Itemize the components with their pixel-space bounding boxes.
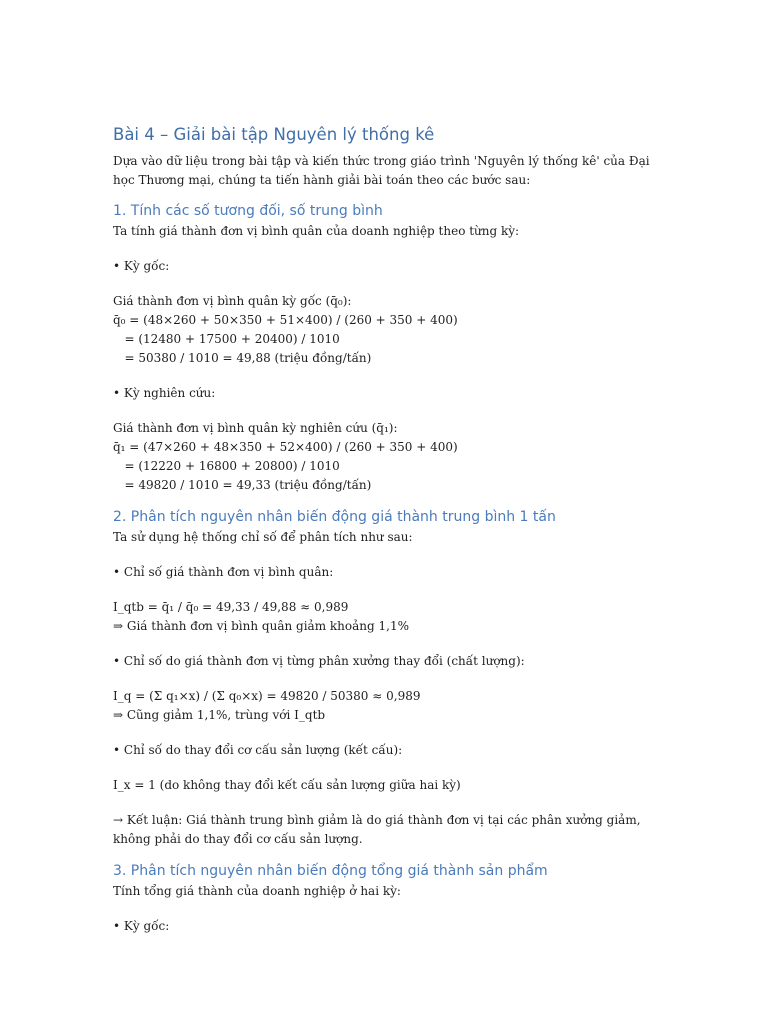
formula-line: Giá thành đơn vị bình quân kỳ gốc (q̄₀): — [113, 294, 352, 308]
formula-line: I_qtb = q̄₁ / q̄₀ = 49,33 / 49,88 ≈ 0,989 — [113, 600, 349, 614]
formula-line: q̄₁ = (47×260 + 48×350 + 52×400) / (260 + 350 + 400) — [113, 440, 458, 454]
document-body — [113, 124, 653, 936]
formula-line: I_q = (Σ q₁×x) / (Σ q₀×x) = 49820 / 50380 ≈ 0,989 — [113, 689, 421, 703]
section-3-heading: 3. Phân tích nguyên nhân biến động tổng giá thành sản phẩm — [113, 863, 548, 879]
formula-line: ⇒ Cũng giảm 1,1%, trùng với I_qtb — [113, 708, 326, 722]
formula-line: q̄₀ = (48×260 + 50×350 + 51×400) / (260 + 350 + 400) — [113, 313, 458, 327]
intro-paragraph: Dựa vào dữ liệu trong bài tập và kiến thức trong giáo trình 'Nguyên lý thống kê' của Đại học Thương mại, chúng ta tiến hành giải bài toán theo các bước sau: — [113, 154, 654, 187]
section-2-intro: Ta sử dụng hệ thống chỉ số để phân tích như sau: — [113, 530, 413, 544]
formula-line: = (12220 + 16800 + 20800) / 1010 — [113, 459, 340, 473]
section-2-item-3-label: • Chỉ số do thay đổi cơ cấu sản lượng (kết cấu): — [113, 743, 403, 757]
section-1-intro: Ta tính giá thành đơn vị bình quân của doanh nghiệp theo từng kỳ: — [113, 224, 520, 238]
section-1-heading: 1. Tính các số tương đối, số trung bình — [113, 203, 383, 219]
section-3-intro: Tính tổng giá thành của doanh nghiệp ở hai kỳ: — [113, 884, 401, 898]
page-title: Bài 4 – Giải bài tập Nguyên lý thống kê — [113, 125, 435, 144]
formula-line: ⇒ Giá thành đơn vị bình quân giảm khoảng 1,1% — [113, 619, 409, 633]
section-2-item-2-label: • Chỉ số do giá thành đơn vị từng phân xưởng thay đổi (chất lượng): — [113, 654, 525, 668]
section-2-conclusion: → Kết luận: Giá thành trung bình giảm là do giá thành đơn vị tại các phân xưởng giảm, không phải do thay đổi cơ cấu sản lượng. — [113, 813, 645, 846]
section-2-heading: 2. Phân tích nguyên nhân biến động giá thành trung bình 1 tấn — [113, 509, 556, 525]
formula-line: = 50380 / 1010 = 49,88 (triệu đồng/tấn) — [113, 351, 372, 365]
formula-line: = 49820 / 1010 = 49,33 (triệu đồng/tấn) — [113, 478, 372, 492]
formula-line: Giá thành đơn vị bình quân kỳ nghiên cứu (q̄₁): — [113, 421, 398, 435]
section-1-study-label: • Kỳ nghiên cứu: — [113, 386, 216, 400]
formula-line: = (12480 + 17500 + 20400) / 1010 — [113, 332, 340, 346]
section-3-base-label: • Kỳ gốc: — [113, 919, 170, 933]
section-2-item-1-label: • Chỉ số giá thành đơn vị bình quân: — [113, 565, 334, 579]
formula-line: I_x = 1 (do không thay đổi kết cấu sản lượng giữa hai kỳ) — [113, 778, 461, 792]
section-1-base-label: • Kỳ gốc: — [113, 259, 170, 273]
